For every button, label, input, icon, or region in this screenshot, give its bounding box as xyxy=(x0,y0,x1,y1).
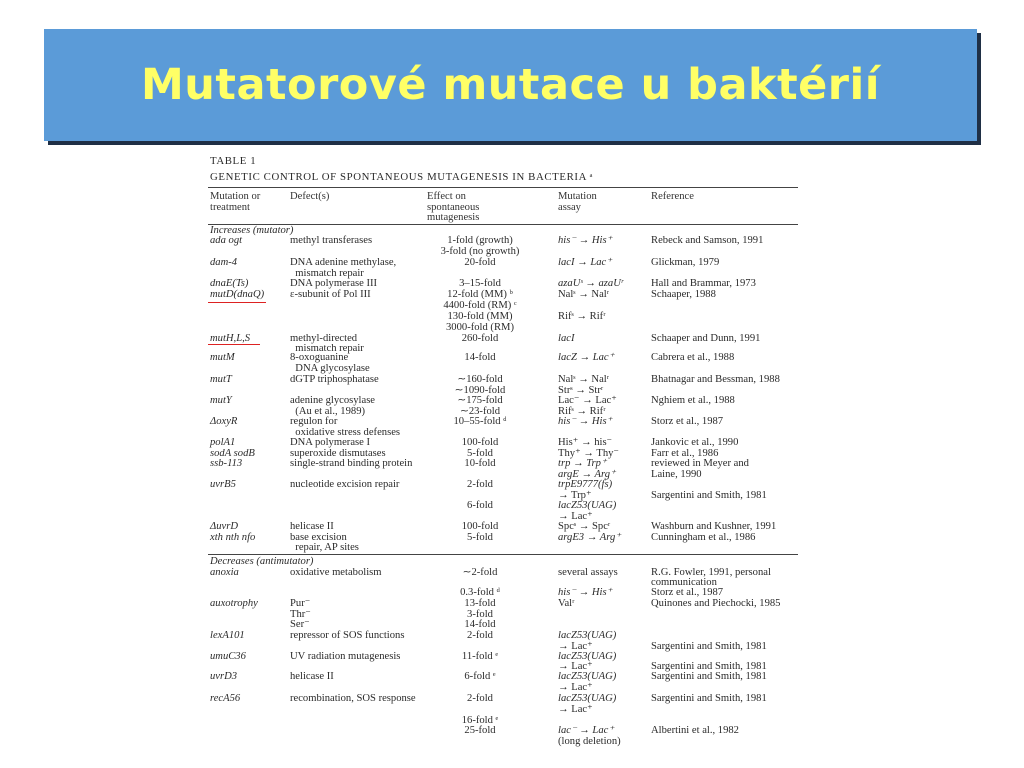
cell-mutation: mutM xyxy=(210,352,235,363)
cell-mutation: xth nth nfo xyxy=(210,532,256,543)
cell-mutation: anoxia xyxy=(210,567,239,578)
cell-assay: → Lac⁺ xyxy=(558,682,593,693)
cell-assay: azaUˢ → azaUʳ xyxy=(558,278,624,289)
cell-assay: lacZ53(UAG) xyxy=(558,500,617,511)
cell-assay: Lac⁻ → Lac⁺ xyxy=(558,395,617,406)
cell-defect: Ser⁻ xyxy=(290,619,310,630)
header-effect: Effect on spontaneous mutagenesis xyxy=(427,191,480,224)
cell-reference: Cabrera et al., 1988 xyxy=(651,352,735,363)
cell-effect: 14-fold xyxy=(464,352,496,363)
cell-mutation: uvrD3 xyxy=(210,671,238,682)
cell-mutation: recA56 xyxy=(210,693,241,704)
cell-reference: Sargentini and Smith, 1981 xyxy=(651,641,767,652)
cell-defect: helicase II xyxy=(290,671,334,682)
cell-effect: 5-fold xyxy=(467,532,493,543)
cell-defect: ε-subunit of Pol III xyxy=(290,289,371,300)
cell-assay: Nalˢ → Nalʳ xyxy=(558,374,610,385)
cell-assay: Strˢ → Strʳ xyxy=(558,385,604,396)
cell-assay: lacI → Lac⁺ xyxy=(558,257,612,268)
cell-assay: (long deletion) xyxy=(558,736,621,747)
cell-mutation: umuC36 xyxy=(210,651,246,662)
cell-mutation: dnaE(Ts) xyxy=(210,278,249,289)
cell-assay: trpE9777(fs) xyxy=(558,479,613,490)
cell-mutation: polA1 xyxy=(210,437,236,448)
cell-reference: Rebeck and Samson, 1991 xyxy=(651,235,764,246)
cell-effect: 3-fold xyxy=(467,609,493,620)
cell-mutation: ΔuvrD xyxy=(210,521,238,532)
cell-defect: nucleotide excision repair xyxy=(290,479,400,490)
cell-effect: ∼1090-fold xyxy=(454,385,506,396)
header-defect: Defect(s) xyxy=(290,191,330,202)
cell-defect: Pur⁻ xyxy=(290,598,311,609)
cell-defect: mismatch repair xyxy=(290,268,364,279)
cell-reference: R.G. Fowler, 1991, personal xyxy=(651,567,771,578)
cell-effect: ∼23-fold xyxy=(459,406,501,417)
rule-top xyxy=(208,187,798,188)
cell-assay: lac⁻ → Lac⁺ xyxy=(558,725,614,736)
cell-effect: 3000-fold (RM) xyxy=(446,322,514,333)
cell-reference: Farr et al., 1986 xyxy=(651,448,719,459)
table-caption: GENETIC CONTROL OF SPONTANEOUS MUTAGENESIS IN BACTERIA ᵃ xyxy=(210,171,594,183)
cell-mutation: ada ogt xyxy=(210,235,243,246)
cell-reference: Jankovic et al., 1990 xyxy=(651,437,739,448)
cell-assay: argE3 → Arg⁺ xyxy=(558,532,621,543)
cell-effect: 11-fold ᵉ xyxy=(461,651,499,662)
cell-defect: DNA polymerase I xyxy=(290,437,371,448)
cell-reference: communication xyxy=(651,577,717,588)
cell-effect: ∼160-fold xyxy=(457,374,503,385)
cell-assay: several assays xyxy=(558,567,618,578)
cell-defect: single-strand binding protein xyxy=(290,458,413,469)
section-decreases: Decreases (antimutator) xyxy=(210,556,314,567)
cell-assay: Valʳ xyxy=(558,598,575,609)
cell-effect: 100-fold xyxy=(461,437,499,448)
cell-assay: Spcˢ → Spcʳ xyxy=(558,521,611,532)
cell-reference: Albertini et al., 1982 xyxy=(651,725,739,736)
cell-mutation: ΔoxyR xyxy=(210,416,238,427)
header-mutation: Mutation or treatment xyxy=(210,191,261,213)
cell-reference: Quinones and Piechocki, 1985 xyxy=(651,598,781,609)
cell-defect: oxidative stress defenses xyxy=(290,427,401,438)
scanned-table xyxy=(208,152,804,752)
cell-defect: DNA adenine methylase, xyxy=(290,257,397,268)
cell-assay: Nalˢ → Nalʳ xyxy=(558,289,610,300)
cell-defect: superoxide dismutases xyxy=(290,448,386,459)
cell-mutation: auxotrophy xyxy=(210,598,258,609)
cell-assay: His⁺ → his⁻ xyxy=(558,437,613,448)
cell-assay: his⁻ → His⁺ xyxy=(558,587,613,598)
cell-assay: lacZ53(UAG) xyxy=(558,630,617,641)
cell-effect: 2-fold xyxy=(467,693,493,704)
cell-assay: → Lac⁺ xyxy=(558,641,593,652)
cell-effect: 1-fold (growth) xyxy=(447,235,513,246)
red-underline-mutD xyxy=(208,302,266,303)
cell-defect: repressor of SOS functions xyxy=(290,630,405,641)
cell-reference: Sargentini and Smith, 1981 xyxy=(651,693,767,704)
cell-effect: 260-fold xyxy=(461,333,499,344)
cell-effect: 16-fold ᵉ xyxy=(461,715,499,726)
rule-section xyxy=(208,554,798,555)
cell-assay: Rifˢ → Rifʳ xyxy=(558,311,606,322)
cell-effect: ∼175-fold xyxy=(457,395,503,406)
cell-assay: trp → Trp⁺ xyxy=(558,458,607,469)
cell-defect: helicase II xyxy=(290,521,334,532)
cell-defect: regulon for xyxy=(290,416,338,427)
slide-title: Mutatorové mutace u baktérií xyxy=(141,60,880,110)
cell-defect: methyl transferases xyxy=(290,235,373,246)
cell-reference: Storz et al., 1987 xyxy=(651,587,724,598)
cell-effect: 100-fold xyxy=(461,521,499,532)
cell-defect: DNA polymerase III xyxy=(290,278,378,289)
title-banner xyxy=(44,29,977,141)
cell-assay: → Lac⁺ xyxy=(558,704,593,715)
cell-defect: dGTP triphosphatase xyxy=(290,374,379,385)
cell-mutation: ssb-113 xyxy=(210,458,243,469)
cell-effect: 3-fold (no growth) xyxy=(440,246,520,257)
section-increases: Increases (mutator) xyxy=(210,225,294,236)
cell-defect: Thr⁻ xyxy=(290,609,311,620)
cell-reference: reviewed in Meyer and xyxy=(651,458,749,469)
cell-defect: oxidative metabolism xyxy=(290,567,382,578)
cell-effect: 14-fold xyxy=(464,619,496,630)
cell-reference: Glickman, 1979 xyxy=(651,257,720,268)
cell-effect: 0.3-fold ᵈ xyxy=(460,587,500,598)
cell-effect: 12-fold (MM) ᵇ xyxy=(447,289,513,300)
cell-defect: recombination, SOS response xyxy=(290,693,416,704)
cell-assay: his⁻ → His⁺ xyxy=(558,416,613,427)
cell-effect: 2-fold xyxy=(467,479,493,490)
cell-effect: 5-fold xyxy=(467,448,493,459)
cell-assay: lacZ53(UAG) xyxy=(558,693,617,704)
cell-effect: 2-fold xyxy=(467,630,493,641)
cell-mutation: sodA sodB xyxy=(210,448,255,459)
cell-mutation: mutH,L,S xyxy=(210,333,251,344)
header-reference: Reference xyxy=(651,191,694,202)
cell-assay: lacI xyxy=(558,333,575,344)
cell-reference: Hall and Brammar, 1973 xyxy=(651,278,756,289)
cell-defect: base excision xyxy=(290,532,347,543)
header-assay: Mutation assay xyxy=(558,191,597,213)
cell-reference: Sargentini and Smith, 1981 xyxy=(651,661,767,672)
cell-defect: (Au et al., 1989) xyxy=(290,406,366,417)
cell-assay: argE → Arg⁺ xyxy=(558,469,616,480)
cell-mutation: mutY xyxy=(210,395,232,406)
cell-reference: Laine, 1990 xyxy=(651,469,702,480)
cell-defect: repair, AP sites xyxy=(290,542,359,553)
cell-effect: 6-fold ᵉ xyxy=(464,671,496,682)
cell-mutation: mutT xyxy=(210,374,232,385)
cell-reference: Sargentini and Smith, 1981 xyxy=(651,671,767,682)
cell-assay: his⁻ → His⁺ xyxy=(558,235,613,246)
cell-reference: Schaaper and Dunn, 1991 xyxy=(651,333,761,344)
cell-effect: 10–55-fold ᵈ xyxy=(453,416,507,427)
cell-assay: → Trp⁺ xyxy=(558,490,592,501)
cell-defect: adenine glycosylase xyxy=(290,395,376,406)
cell-mutation: mutD(dnaQ) xyxy=(210,289,265,300)
cell-reference: Cunningham et al., 1986 xyxy=(651,532,756,543)
cell-assay: Thy⁺ → Thy⁻ xyxy=(558,448,620,459)
cell-mutation: uvrB5 xyxy=(210,479,236,490)
cell-reference: Schaaper, 1988 xyxy=(651,289,716,300)
cell-effect: 20-fold xyxy=(464,257,496,268)
cell-defect: methyl-directed xyxy=(290,333,358,344)
cell-reference: Washburn and Kushner, 1991 xyxy=(651,521,777,532)
cell-reference: Bhatnagar and Bessman, 1988 xyxy=(651,374,780,385)
cell-effect: 4400-fold (RM) ᶜ xyxy=(443,300,517,311)
cell-defect: mismatch repair xyxy=(290,343,364,354)
cell-reference: Storz et al., 1987 xyxy=(651,416,724,427)
cell-reference: Nghiem et al., 1988 xyxy=(651,395,735,406)
cell-effect: 3–15-fold xyxy=(459,278,501,289)
cell-effect: 25-fold xyxy=(464,725,496,736)
cell-assay: lacZ53(UAG) xyxy=(558,651,617,662)
cell-defect: 8-oxoguanine xyxy=(290,352,349,363)
table-label: TABLE 1 xyxy=(210,155,257,167)
cell-assay: Rifˢ → Rifʳ xyxy=(558,406,606,417)
cell-mutation: lexA101 xyxy=(210,630,245,641)
cell-effect: 6-fold xyxy=(467,500,493,511)
cell-assay: → Lac⁺ xyxy=(558,661,593,672)
cell-effect: ∼2-fold xyxy=(462,567,498,578)
cell-effect: 13-fold xyxy=(464,598,496,609)
rule-header xyxy=(208,224,798,225)
cell-assay: → Lac⁺ xyxy=(558,511,593,522)
cell-reference: Sargentini and Smith, 1981 xyxy=(651,490,767,501)
cell-mutation: dam-4 xyxy=(210,257,238,268)
cell-defect: DNA glycosylase xyxy=(290,363,370,374)
cell-assay: lacZ53(UAG) xyxy=(558,671,617,682)
cell-assay: lacZ → Lac⁺ xyxy=(558,352,615,363)
cell-effect: 10-fold xyxy=(464,458,496,469)
cell-effect: 130-fold (MM) xyxy=(447,311,513,322)
cell-defect: UV radiation mutagenesis xyxy=(290,651,401,662)
